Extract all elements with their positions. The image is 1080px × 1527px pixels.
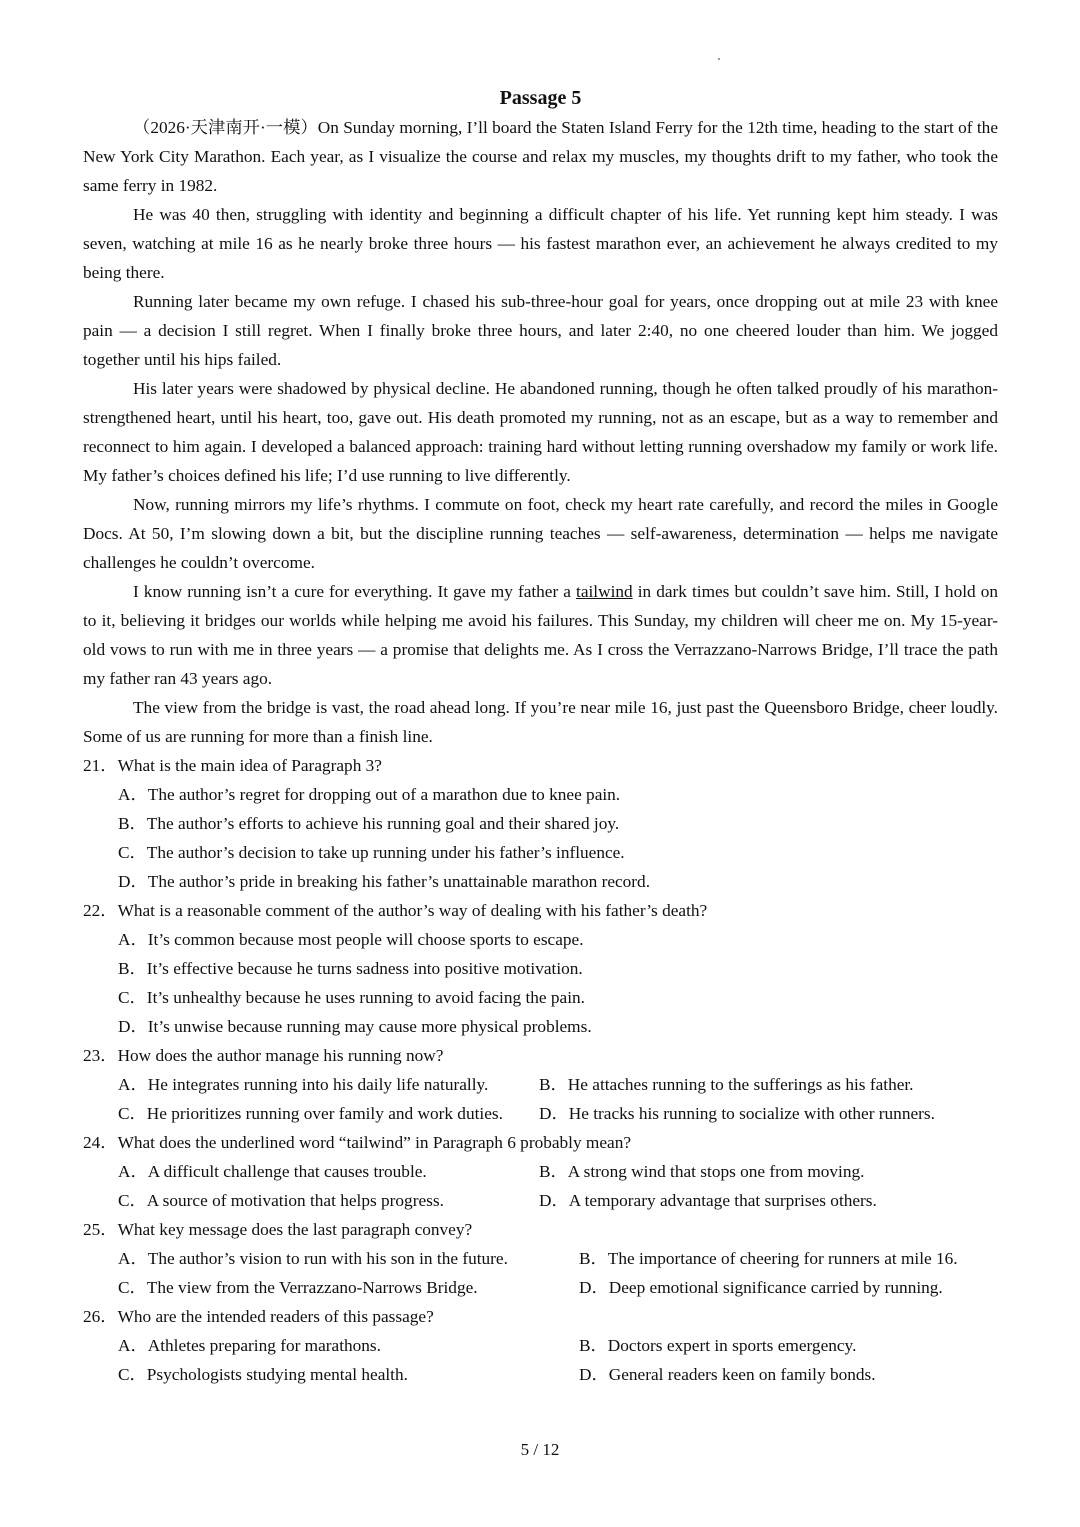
question-23: 23．How does the author manage his running now? <box>83 1046 444 1065</box>
option-a: A．Athletes preparing for marathons. <box>118 1336 381 1355</box>
question-22-options <box>83 925 998 1041</box>
question-22: 22．What is a reasonable comment of the author’s way of dealing with his father’s death? <box>83 901 708 920</box>
option-b: B．A strong wind that stops one from moving. <box>539 1162 865 1181</box>
question-21-options <box>83 780 998 896</box>
option-c: C．He prioritizes running over family and work duties. <box>118 1104 503 1123</box>
option-c: C．The author’s decision to take up running under his father’s influence. <box>118 843 625 862</box>
question-24-options <box>83 1157 998 1215</box>
option-d: D．A temporary advantage that surprises others. <box>539 1191 877 1210</box>
option-b: B．The author’s efforts to achieve his running goal and their shared joy. <box>118 814 620 833</box>
paragraph-1: （2026·天津南开·一模）On Sunday morning, I’ll board the Staten Island Ferry for the 12th time, heading to the start of the New York City Marathon. Each year, as I visualize the course and relax my muscles, my thoughts drift to my father, who took the same ferry in 1982. <box>83 118 998 195</box>
question-26: 26．Who are the intended readers of this passage? <box>83 1307 434 1326</box>
question-21: 21．What is the main idea of Paragraph 3? <box>83 756 382 775</box>
question-26-options <box>83 1331 998 1389</box>
passage-title: Passage 5 <box>499 87 582 109</box>
underlined-word: tailwind <box>576 582 633 601</box>
option-a: A．It’s common because most people will choose sports to escape. <box>118 930 584 949</box>
paragraph-7: The view from the bridge is vast, the road ahead long. If you’re near mile 16, just past the Queensboro Bridge, cheer loudly. Some of us are running for more than a finish line. <box>83 698 998 746</box>
question-23-options <box>83 1070 998 1128</box>
question-24: 24．What does the underlined word “tailwind” in Paragraph 6 probably mean? <box>83 1133 632 1152</box>
paragraph-4: His later years were shadowed by physical decline. He abandoned running, though he often talked proudly of his marathon-strengthened heart, until his heart, too, gave out. His death promoted my running, not as an escape, but as a way to remember and reconnect to him again. I developed a balanced approach: training hard without letting running overshadow my family or work life. My father’s choices defined his life; I’d use running to live differently. <box>83 379 998 485</box>
passage-page <box>83 84 998 1389</box>
option-a: A．The author’s regret for dropping out of a marathon due to knee pain. <box>118 785 621 804</box>
page-number: 5 / 12 <box>520 1440 560 1459</box>
paragraph-5: Now, running mirrors my life’s rhythms. I commute on foot, check my heart rate carefully, and record the miles in Google Docs. At 50, I’m slowing down a bit, but the discipline running teaches — self-awareness, determination — helps me navigate challenges he couldn’t overcome. <box>83 495 998 572</box>
scan-dot <box>718 58 720 60</box>
option-b: B．He attaches running to the sufferings as his father. <box>539 1075 914 1094</box>
paragraph-2: He was 40 then, struggling with identity and beginning a difficult chapter of his life. Yet running kept him steady. I was seven, watching at mile 16 as he nearly broke three hours — his fastest marathon ever, an achievement he always credited to my being there. <box>83 205 998 282</box>
option-d: D．The author’s pride in breaking his father’s unattainable marathon record. <box>118 872 651 891</box>
option-c: C．It’s unhealthy because he uses running to avoid facing the pain. <box>118 988 585 1007</box>
question-25: 25．What key message does the last paragraph convey? <box>83 1220 473 1239</box>
option-a: A．He integrates running into his daily life naturally. <box>118 1075 489 1094</box>
paragraph-3: Running later became my own refuge. I chased his sub-three-hour goal for years, once dropping out at mile 23 with knee pain — a decision I still regret. When I finally broke three hours, and later 2:40, no one cheered louder than him. We jogged together until his hips failed. <box>83 292 998 369</box>
option-a: A．The author’s vision to run with his son in the future. <box>118 1249 508 1268</box>
option-c: C．Psychologists studying mental health. <box>118 1365 408 1384</box>
option-d: D．It’s unwise because running may cause more physical problems. <box>118 1017 592 1036</box>
option-d: D．He tracks his running to socialize with other runners. <box>539 1104 935 1123</box>
paragraph-6: I know running isn’t a cure for everything. It gave my father a tailwind in dark times but couldn’t save him. Still, I hold on to it, believing it bridges our worlds while helping me avoid his failures. This Sunday, my children will cheer me on. My 15-year-old vows to run with me in three years — a promise that delights me. As I cross the Verrazzano-Narrows Bridge, I’ll trace the path my father ran 43 years ago. <box>83 582 998 688</box>
option-c: C．The view from the Verrazzano-Narrows Bridge. <box>118 1278 478 1297</box>
option-d: D．General readers keen on family bonds. <box>579 1365 876 1384</box>
question-25-options <box>83 1244 998 1302</box>
option-a: A．A difficult challenge that causes trouble. <box>118 1162 427 1181</box>
option-c: C．A source of motivation that helps progress. <box>118 1191 444 1210</box>
option-b: B．It’s effective because he turns sadness into positive motivation. <box>118 959 583 978</box>
option-b: B．The importance of cheering for runners at mile 16. <box>579 1249 958 1268</box>
source-label: （2026·天津南开·一模） <box>133 118 318 137</box>
option-b: B．Doctors expert in sports emergency. <box>579 1336 857 1355</box>
option-d: D．Deep emotional significance carried by running. <box>579 1278 943 1297</box>
